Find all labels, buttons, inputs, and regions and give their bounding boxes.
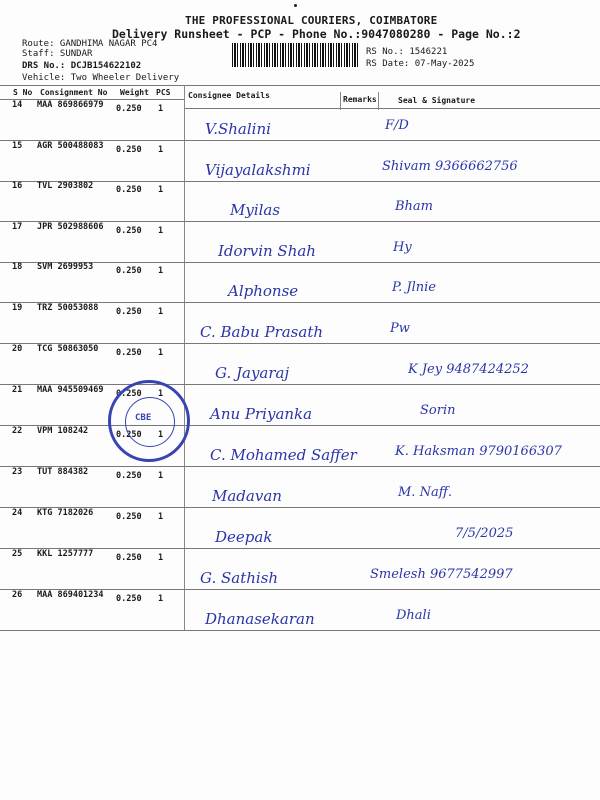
- row-serial: 17: [12, 222, 23, 232]
- row-signature: Shivam 9366662756: [382, 159, 518, 174]
- row-pieces: 1: [158, 307, 164, 317]
- row-signature: Sorin: [420, 403, 456, 418]
- row-consignment-number: MAA 945509469: [37, 385, 104, 395]
- drs-text: DRS No.: DCJB154622102: [22, 61, 142, 71]
- row-serial: 16: [12, 181, 23, 191]
- row-consignee-name: C. Mohamed Saffer: [210, 446, 357, 464]
- row-pieces: 1: [158, 471, 164, 481]
- row-signature: Smelesh 9677542997: [370, 567, 513, 582]
- row-consignee-name: Alphonse: [228, 282, 299, 300]
- row-consignee-name: Vijayalakshmi: [205, 161, 311, 179]
- row-consignee-name: C. Babu Prasath: [200, 323, 324, 341]
- stamp-mark: CBE: [135, 413, 152, 423]
- row-pieces: 1: [158, 266, 164, 276]
- delivery-stamp: [108, 380, 190, 462]
- vehicle-text: Vehicle: Two Wheeler Delivery: [22, 73, 180, 83]
- row-pieces: 1: [158, 145, 164, 155]
- row-serial: 25: [12, 549, 23, 559]
- col-header-remarks: Remarks: [343, 95, 377, 104]
- company-title: THE PROFESSIONAL COURIERS, COIMBATORE: [185, 14, 438, 27]
- row-signature: Pw: [390, 321, 410, 336]
- barcode-image: [232, 43, 360, 67]
- row-consignment-number: SVM 2699953: [37, 262, 94, 272]
- row-consignment-number: TVL 2903802: [37, 181, 94, 191]
- row-consignment-number: AGR 500488083: [37, 141, 104, 151]
- row-consignment-number: KTG 7182026: [37, 508, 94, 518]
- row-pieces: 1: [158, 226, 164, 236]
- row-signature: F/D: [385, 118, 409, 133]
- row-serial: 19: [12, 303, 23, 313]
- row-signature: P. Jlnie: [392, 280, 436, 295]
- row-signature: Dhali: [396, 608, 431, 623]
- row-weight: 0.250: [116, 185, 142, 195]
- row-serial: 24: [12, 508, 23, 518]
- row-consignee-name: Anu Priyanka: [210, 405, 313, 423]
- row-pieces: 1: [158, 389, 164, 399]
- row-consignment-number: VPM 108242: [37, 426, 89, 436]
- row-consignment-number: TCG 50863050: [37, 344, 99, 354]
- row-weight: 0.250: [116, 348, 142, 358]
- col-header-consignment: Consignment No: [40, 88, 108, 97]
- row-pieces: 1: [158, 104, 164, 114]
- rs-number: RS No.: 1546221: [366, 47, 448, 57]
- col-header-pcs: PCS: [156, 88, 171, 97]
- row-consignee-name: Myilas: [230, 201, 281, 219]
- row-consignment-number: JPR 502988606: [37, 222, 104, 232]
- row-pieces: 1: [158, 512, 164, 522]
- row-consignment-number: TUT 884382: [37, 467, 89, 477]
- row-serial: 18: [12, 262, 23, 272]
- row-serial: 15: [12, 141, 23, 151]
- row-consignee-name: Deepak: [215, 528, 273, 546]
- row-signature: K. Haksman 9790166307: [395, 444, 562, 459]
- row-signature: Hy: [393, 240, 412, 255]
- row-consignee-name: Dhanasekaran: [205, 610, 315, 628]
- row-signature: Bham: [395, 199, 434, 214]
- row-consignment-number: MAA 869401234: [37, 590, 104, 600]
- staff-text: Staff: SUNDAR: [22, 49, 93, 59]
- row-signature: K Jey 9487424252: [408, 362, 529, 377]
- row-divider: [0, 425, 600, 426]
- row-consignee-name: Madavan: [212, 487, 282, 505]
- punch-dot: [294, 4, 297, 7]
- row-consignee-name: Idorvin Shah: [218, 242, 316, 260]
- rs-date: RS Date: 07-May-2025: [366, 59, 475, 69]
- row-divider: [0, 630, 600, 631]
- row-pieces: 1: [158, 185, 164, 195]
- row-weight: 0.250: [116, 471, 142, 481]
- remarks-divider: [340, 92, 341, 110]
- row-pieces: 1: [158, 430, 164, 440]
- row-consignment-number: MAA 869866979: [37, 100, 104, 110]
- col-header-sno: S No: [13, 88, 33, 97]
- row-divider: [0, 466, 600, 467]
- row-serial: 26: [12, 590, 23, 600]
- row-serial: 21: [12, 385, 23, 395]
- row-weight: 0.250: [116, 512, 142, 522]
- row-weight: 0.250: [116, 104, 142, 114]
- col-header-weight: Weight: [120, 88, 149, 97]
- row-serial: 14: [12, 100, 23, 110]
- row-consignment-number: TRZ 50053088: [37, 303, 99, 313]
- runsheet-title: Delivery Runsheet - PCP - Phone No.:9047080280 - Page No.:2: [112, 27, 521, 41]
- header-bottom-right: [185, 108, 600, 109]
- row-weight: 0.250: [116, 594, 142, 604]
- row-consignee-name: G. Jayaraj: [215, 364, 290, 382]
- row-weight: 0.250: [116, 553, 142, 563]
- col-header-seal: Seal & Signature: [398, 96, 476, 105]
- row-consignment-number: KKL 1257777: [37, 549, 94, 559]
- row-pieces: 1: [158, 348, 164, 358]
- row-consignee-name: G. Sathish: [200, 569, 279, 587]
- seal-divider: [378, 92, 379, 110]
- row-serial: 20: [12, 344, 23, 354]
- row-signature: 7/5/2025: [455, 526, 514, 541]
- row-serial: 22: [12, 426, 23, 436]
- row-serial: 23: [12, 467, 23, 477]
- row-weight: 0.250: [116, 430, 142, 440]
- row-pieces: 1: [158, 594, 164, 604]
- table-top-border: [0, 85, 600, 86]
- row-weight: 0.250: [116, 226, 142, 236]
- route-text: Route: GANDHIMA NAGAR PC4: [22, 39, 158, 49]
- row-weight: 0.250: [116, 307, 142, 317]
- row-consignee-name: V.Shalini: [205, 120, 271, 138]
- row-weight: 0.250: [116, 389, 142, 399]
- col-header-consignee: Consignee Details: [188, 91, 270, 100]
- row-weight: 0.250: [116, 266, 142, 276]
- row-weight: 0.250: [116, 145, 142, 155]
- row-pieces: 1: [158, 553, 164, 563]
- row-signature: M. Naff.: [398, 485, 453, 500]
